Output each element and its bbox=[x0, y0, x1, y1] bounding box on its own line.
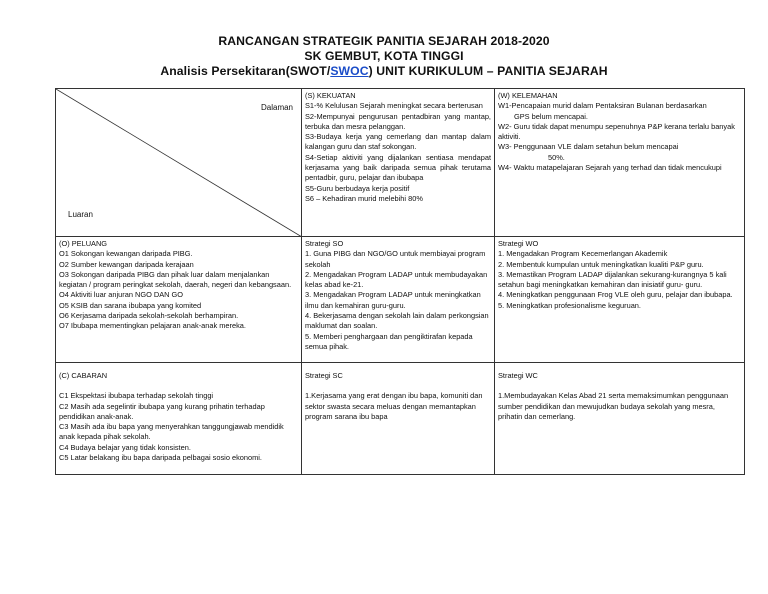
weaknesses-cell bbox=[495, 89, 745, 237]
corner-cell bbox=[56, 89, 302, 237]
strength-item: S6 – Kehadiran murid melebihi 80% bbox=[305, 193, 423, 203]
wo-heading: Strategi WO bbox=[498, 239, 539, 248]
opportunity-item: O7 Ibubapa mementingkan pelajaran anak-anak mereka. bbox=[59, 321, 246, 331]
strength-item: S1-% Kelulusan Sejarah meningkat secara berterusan bbox=[305, 101, 483, 111]
opportunity-item: O6 Kerjasama daripada sekolah-sekolah berhampiran. bbox=[59, 311, 239, 321]
opportunity-item: O4 Aktiviti luar anjuran NGO DAN GO bbox=[59, 290, 184, 300]
school-name: SK GEMBUT, KOTA TINGGI bbox=[304, 49, 464, 63]
luaran-label: Luaran bbox=[68, 209, 93, 219]
weakness-item: W3- Penggunaan VLE dalam setahun belum mencapai bbox=[498, 142, 679, 152]
threats-cell bbox=[56, 363, 302, 475]
wo-item: 1. Mengadakan Program Kecemerlangan Akademik bbox=[498, 249, 668, 259]
document-header bbox=[0, 34, 768, 79]
wo-item: 3. Memastikan Program LADAP dijalankan sekurang-kurangnya 5 kali setahun bagi meningkatkan kemahiran dan inisiatif guru- guru. bbox=[498, 269, 727, 290]
weakness-item-continued: GPS belum mencapai. bbox=[514, 111, 588, 121]
opportunity-item: O5 KSIB dan sarana ibubapa yang komited bbox=[59, 300, 202, 310]
weakness-item-continued: 50%. bbox=[548, 152, 565, 162]
weakness-item: W2- Guru tidak dapat menumpu sepenuhnya P&P kerana terlalu banyak aktiviti. bbox=[498, 121, 735, 142]
so-item: 3. Mengadakan Program LADAP untuk meningkatkan ilmu dan kemahiran guru-guru. bbox=[305, 290, 481, 310]
wc-item: 1.Membudayakan Kelas Abad 21 serta memaksimumkan penggunaan sumber pendidikan dan mewujudkan budaya sekolah yang mesra, prihatin dan cemerlang. bbox=[498, 391, 729, 421]
so-item: 4. Bekerjasama dengan sekolah lain dalam perkongsian maklumat dan soalan. bbox=[305, 311, 489, 331]
strengths-cell bbox=[302, 89, 495, 237]
opportunities-cell bbox=[56, 237, 302, 363]
wo-item: 5. Meningkatkan profesionalisme keguruan. bbox=[498, 300, 641, 310]
swot-table bbox=[55, 88, 745, 475]
weakness-item: W1-Pencapaian murid dalam Pentaksiran Bulanan berdasarkan bbox=[498, 101, 707, 111]
strength-item: S2-Mempunyai pengurusan pentadbiran yang mantap, terbuka dan mesra pelanggan. bbox=[305, 111, 491, 131]
so-strategy-cell bbox=[302, 237, 495, 363]
threat-item: C5 Latar belakang ibu bapa daripada pelbagai sosio ekonomi. bbox=[59, 453, 262, 463]
table-row-internal bbox=[56, 89, 745, 237]
table-row-opportunities bbox=[56, 237, 745, 363]
opportunities-heading: (O) PELUANG bbox=[59, 239, 108, 248]
swoc-link[interactable]: SWOC bbox=[330, 64, 369, 78]
weaknesses-heading: (W) KELEMAHAN bbox=[498, 91, 558, 100]
threat-item: C4 Budaya belajar yang tidak konsisten. bbox=[59, 442, 191, 452]
sc-item: 1.Kerjasama yang erat dengan ibu bapa, komuniti dan sektor swasta secara meluas dengan memantapkan program sarana ibu bapa bbox=[305, 391, 483, 421]
so-item: 5. Memberi penghargaan dan pengiktirafan kepada semua pihak. bbox=[305, 331, 473, 351]
threat-item: C3 Masih ada ibu bapa yang menyerahkan tanggungjawab mendidik anak kepada pihak sekolah. bbox=[59, 422, 284, 442]
document-subtitle bbox=[0, 64, 768, 79]
sc-heading: Strategi SC bbox=[305, 371, 343, 380]
so-item: 2. Mengadakan Program LADAP untuk membudayakan kelas abad ke-21. bbox=[305, 269, 488, 290]
threat-item: C1 Ekspektasi ibubapa terhadap sekolah tinggi bbox=[59, 391, 214, 401]
wo-item: 2. Membentuk kumpulan untuk meningkatkan kualiti P&P guru. bbox=[498, 259, 704, 269]
wc-strategy-cell bbox=[495, 363, 745, 475]
so-item: 1. Guna PIBG dan NGO/GO untuk membiayai program sekolah bbox=[305, 249, 486, 269]
opportunity-item: O2 Sumber kewangan daripada kerajaan bbox=[59, 259, 194, 269]
threats-heading: (C) CABARAN bbox=[59, 371, 108, 380]
dalaman-label: Dalaman bbox=[260, 103, 293, 112]
opportunity-item: O1 Sokongan kewangan daripada PIBG. bbox=[59, 249, 193, 259]
wo-strategy-cell bbox=[495, 237, 745, 363]
opportunity-item: O3 Sokongan daripada PIBG dan pihak luar dalam menjalankan kegiatan / program peringkat sekolah, daerah, negeri dan kebangsaan. bbox=[59, 269, 292, 290]
threat-item: C2 Masih ada segelintir ibubapa yang kurang prihatin terhadap pendidikan anak-anak. bbox=[59, 401, 265, 421]
strength-item: S5-Guru berbudaya kerja positif bbox=[305, 183, 410, 193]
wo-item: 4. Meningkatkan penggunaan Frog VLE oleh guru, pelajar dan ibubapa. bbox=[498, 290, 733, 300]
table-row-threats bbox=[56, 363, 745, 475]
strengths-heading: (S) KEKUATAN bbox=[305, 91, 356, 100]
subtitle-prefix: Analisis Persekitaran(SWOT/ bbox=[160, 64, 331, 78]
so-heading: Strategi SO bbox=[305, 239, 344, 248]
strength-item: S4-Setiap aktiviti yang dijalankan sentiasa mendapat kerjasama yang baik daripada semua pihak terutama pentadbir, guru, pelajar dan ibubapa bbox=[305, 152, 491, 183]
wc-heading: Strategi WC bbox=[498, 371, 538, 380]
sc-strategy-cell bbox=[302, 363, 495, 475]
weakness-item: W4- Waktu matapelajaran Sejarah yang terhad dan tidak mencukupi bbox=[498, 163, 722, 173]
strength-item: S3-Budaya kerja yang cemerlang dan mantap dalam kalangan guru dan staf sokongan. bbox=[305, 132, 491, 152]
document-title: RANCANGAN STRATEGIK PANITIA SEJARAH 2018-2020 bbox=[218, 34, 550, 48]
subtitle-suffix: ) UNIT KURIKULUM – PANITIA SEJARAH bbox=[368, 64, 608, 78]
